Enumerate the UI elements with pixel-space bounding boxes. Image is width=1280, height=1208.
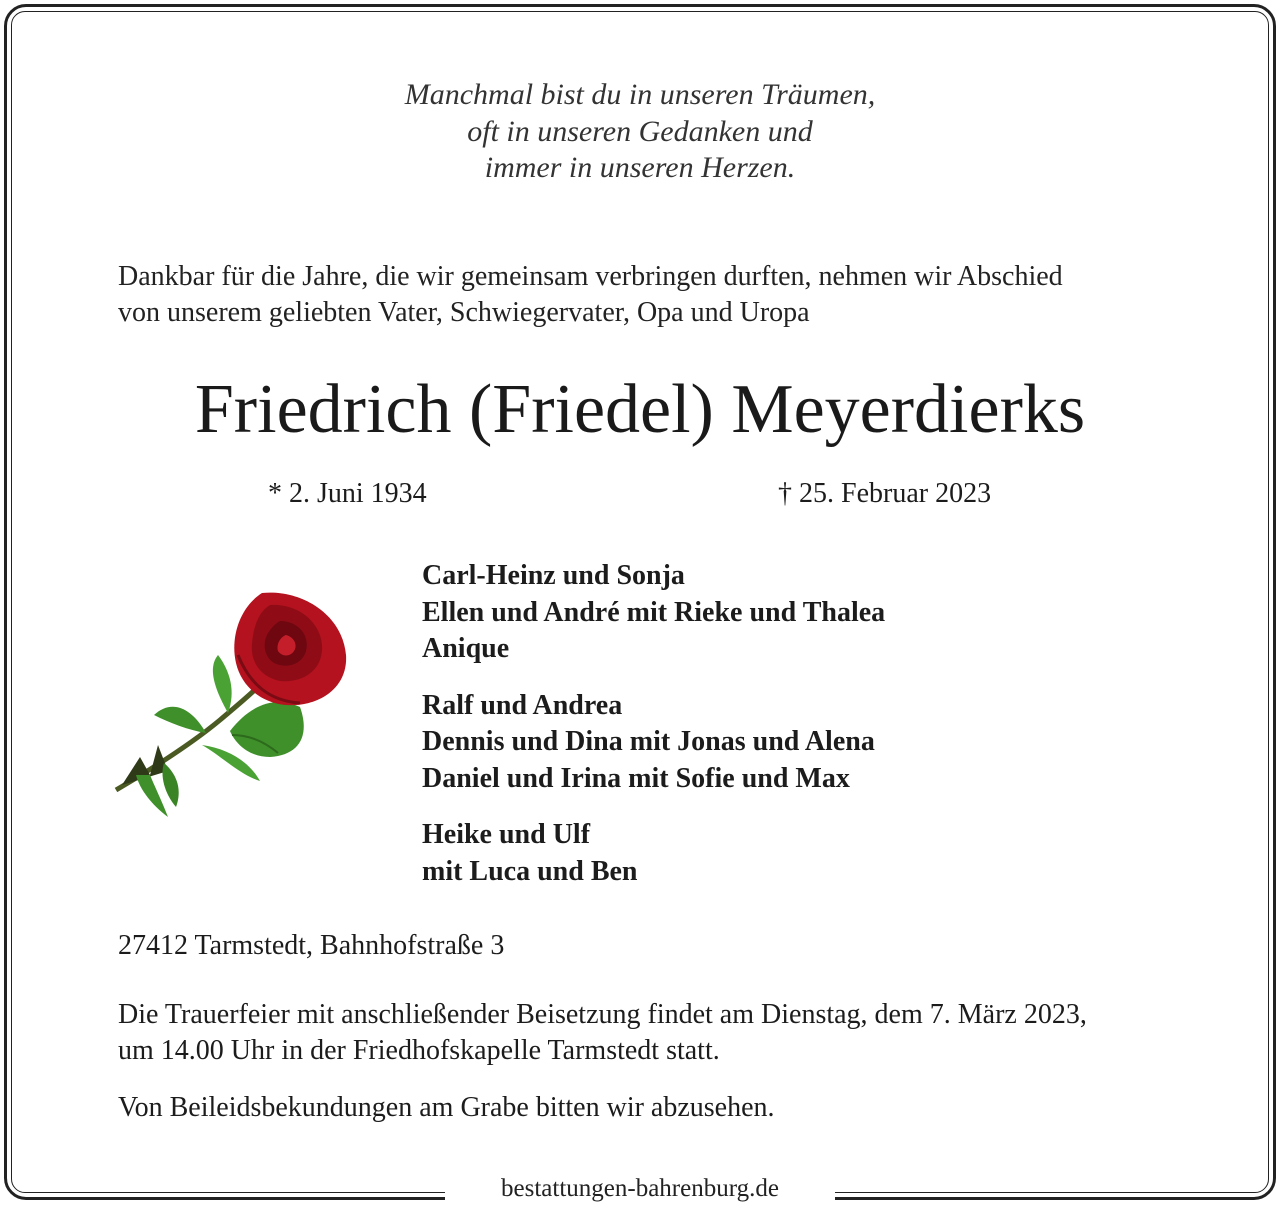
family-group — [422, 688, 1122, 798]
red-rose-icon — [110, 585, 356, 847]
death-date: † 25. Februar 2023 — [778, 478, 992, 509]
quote-line: immer in unseren Herzen. — [484, 151, 796, 184]
family-line: Dennis und Dina mit Jonas und Alena — [422, 726, 875, 757]
quote-line: oft in unseren Gedanken und — [467, 114, 813, 148]
family-line: Heike und Ulf — [422, 819, 591, 850]
birth-date: * 2. Juni 1934 — [268, 478, 427, 509]
footer-website-link[interactable]: bestattungen-bahrenburg.de — [501, 1175, 779, 1202]
family-line: Daniel und Irina mit Sofie und Max — [422, 762, 850, 794]
quote-line: Manchmal bist du in unseren Träumen, — [404, 78, 876, 111]
family-line: Ralf und Andrea — [422, 689, 623, 721]
family-group — [422, 817, 1122, 890]
family-line: Carl-Heinz und Sonja — [422, 560, 685, 591]
mourning-address: 27412 Tarmstedt, Bahnhofstraße 3 — [118, 930, 505, 961]
memorial-quote — [0, 77, 1280, 187]
deceased-name: Friedrich (Friedel) Meyerdierks — [194, 371, 1086, 448]
funeral-service-info — [118, 997, 1218, 1069]
intro-line: von unserem geliebten Vater, Schwiegervater, Opa und Uropa — [118, 297, 810, 328]
condolence-note: Von Beileidsbekundungen am Grabe bitten wir abzusehen. — [118, 1092, 775, 1123]
family-list — [422, 558, 1122, 910]
service-line: Die Trauerfeier mit anschließender Beisetzung findet am Dienstag, dem 7. März 2023, — [118, 999, 1087, 1030]
family-line: Anique — [422, 633, 510, 664]
family-line: Ellen und André mit Rieke und Thalea — [422, 596, 886, 628]
intro-line: Dankbar für die Jahre, die wir gemeinsam verbringen durften, nehmen wir Abschied — [118, 261, 1063, 292]
family-group — [422, 558, 1122, 668]
intro-text — [118, 259, 1218, 331]
service-line: um 14.00 Uhr in der Friedhofskapelle Tarmstedt statt. — [118, 1035, 720, 1066]
family-line: mit Luca und Ben — [422, 855, 638, 887]
